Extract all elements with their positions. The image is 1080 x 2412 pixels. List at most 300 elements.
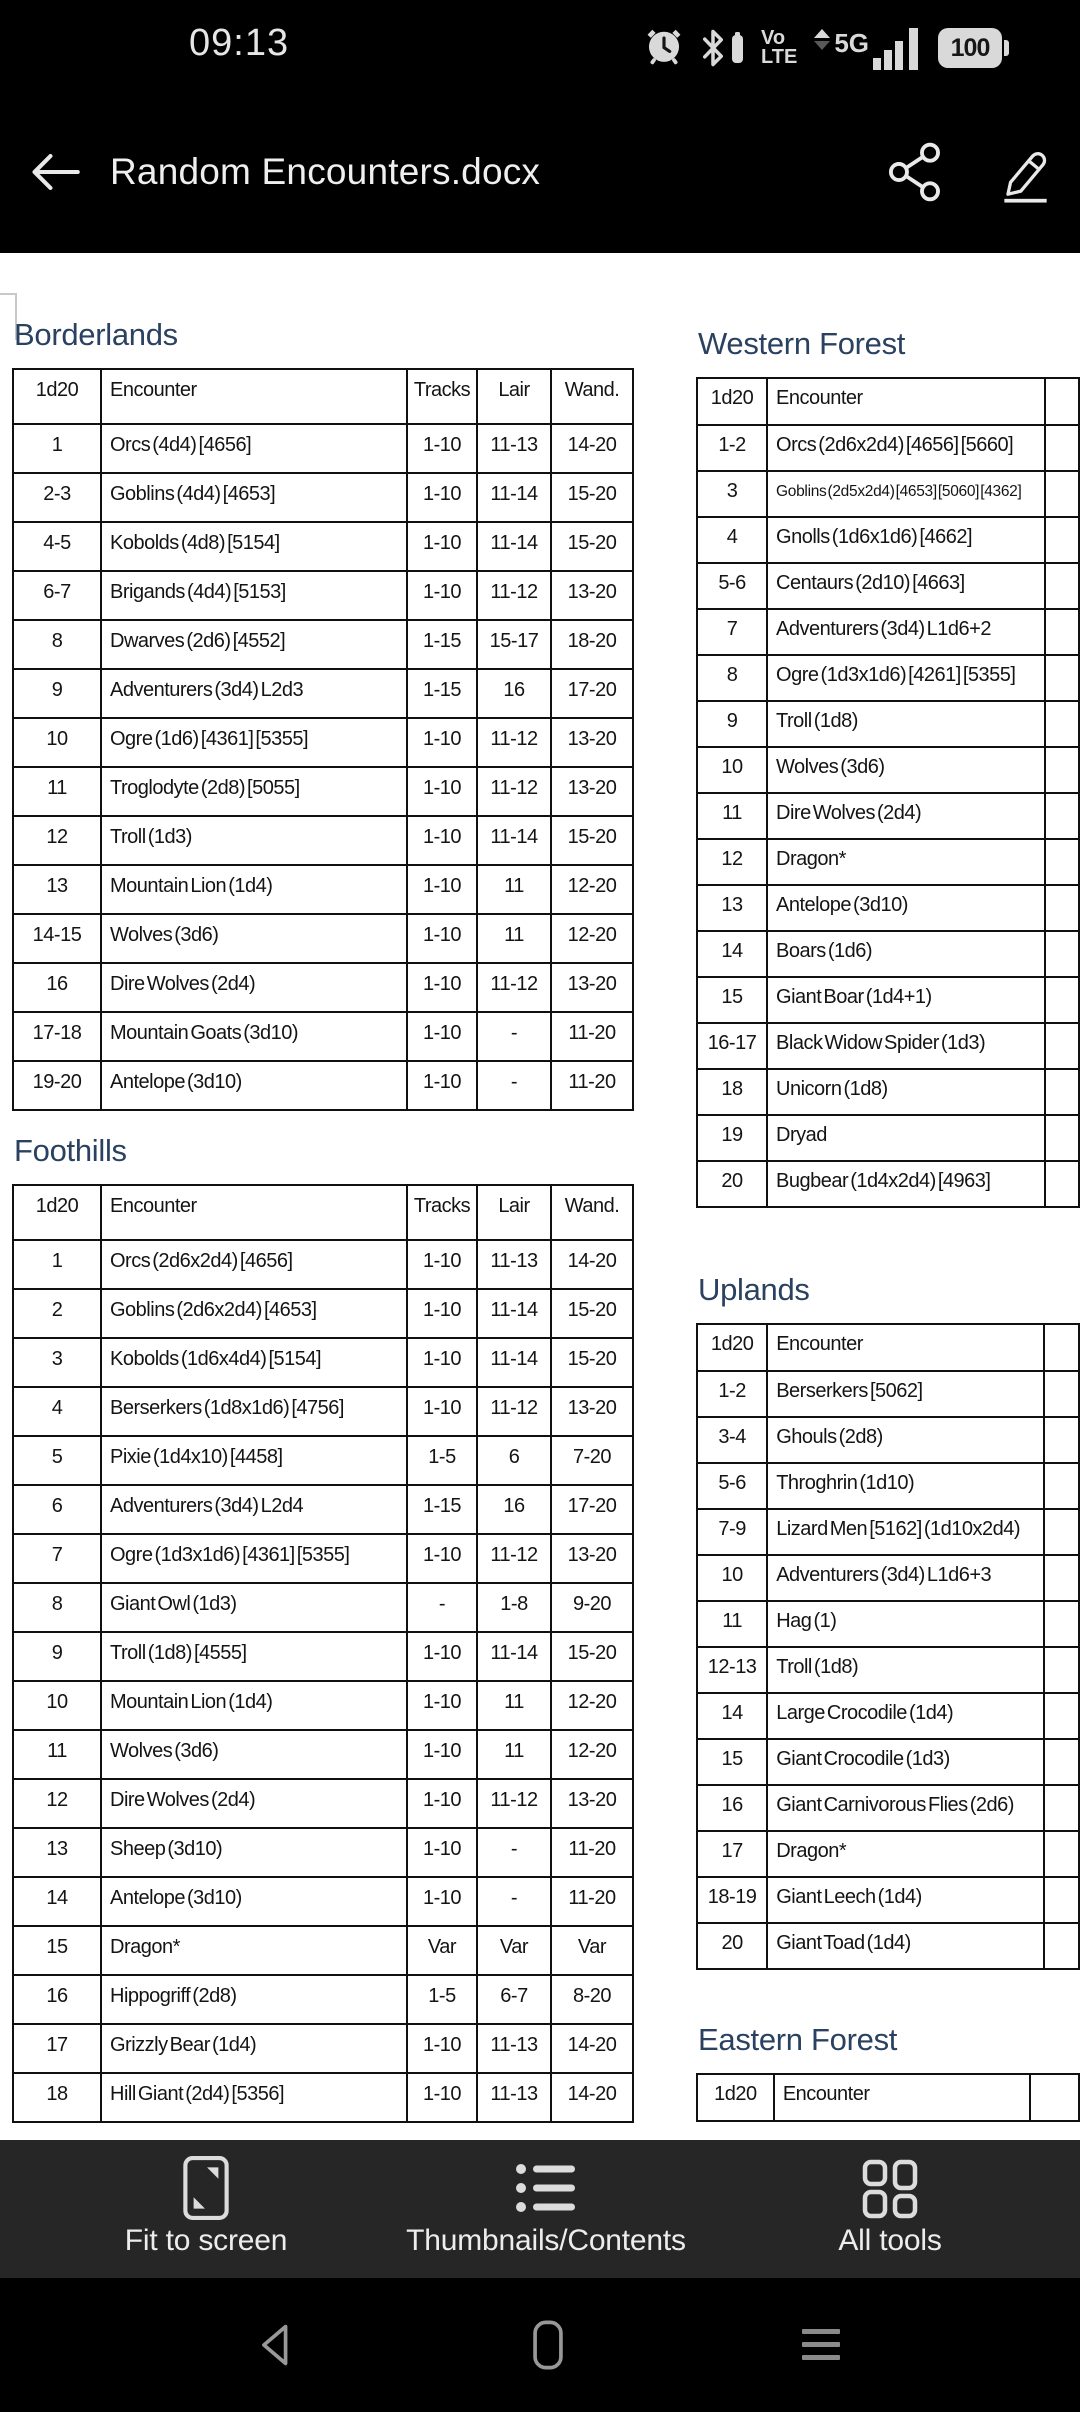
cell [1044, 1555, 1079, 1601]
table-row [13, 424, 633, 473]
cell: 10 [13, 1681, 101, 1730]
cell: 1-10 [407, 1730, 477, 1779]
encounter-table-foothills [12, 1184, 634, 2123]
cell: 1-10 [407, 2073, 477, 2122]
cell: 5 [13, 1436, 101, 1485]
cell: 11-20 [551, 1061, 633, 1110]
back-button[interactable] [0, 122, 110, 222]
edit-button[interactable] [970, 122, 1080, 222]
cell: 13-20 [551, 718, 633, 767]
cell: Giant Carnivorous Flies (2d6) [767, 1785, 1044, 1831]
table-row [697, 1115, 1079, 1161]
cell: Goblins (4d4) [4653] [101, 473, 407, 522]
cell: 1-5 [407, 1975, 477, 2024]
cell: 16 [13, 963, 101, 1012]
cell: 15-20 [551, 473, 633, 522]
table-row [13, 865, 633, 914]
cell: 1-10 [407, 2024, 477, 2073]
cell: 11 [477, 1681, 551, 1730]
cell: 1-15 [407, 669, 477, 718]
cell [1045, 517, 1079, 563]
cell: 17 [13, 2024, 101, 2073]
cell: 15-20 [551, 816, 633, 865]
cell: Adventurers (3d4) L1d6+3 [767, 1555, 1044, 1601]
table-row [697, 931, 1079, 977]
cell: Bugbear (1d4x2d4) [4963] [767, 1161, 1045, 1207]
cell [1045, 931, 1079, 977]
cell: Wolves (3d6) [101, 914, 407, 963]
table-row [13, 1975, 633, 2024]
encounter-table-eastern-forest [696, 2073, 1080, 2122]
cell: Orcs (2d6x2d4) [4656] [5660] [767, 425, 1045, 471]
cell: Var [477, 1926, 551, 1975]
cell [1045, 655, 1079, 701]
cell: Goblins (2d6x2d4) [4653] [101, 1289, 407, 1338]
cell: 1-10 [407, 1681, 477, 1730]
cell: 12-20 [551, 1681, 633, 1730]
cell: 14 [697, 1693, 767, 1739]
cell: 1-10 [407, 1061, 477, 1110]
cell: Troll (1d8) [4555] [101, 1632, 407, 1681]
cell: 11-13 [477, 424, 551, 473]
cell: Throghrin (1d10) [767, 1463, 1044, 1509]
cell: 1-10 [407, 1534, 477, 1583]
table-row [697, 1023, 1079, 1069]
cell: Mountain Lion (1d4) [101, 1681, 407, 1730]
cell: Ghouls (2d8) [767, 1417, 1044, 1463]
cell: Dryad [767, 1115, 1045, 1161]
table-row [697, 1739, 1079, 1785]
all-tools-button[interactable] [740, 2140, 1040, 2278]
cell: 13-20 [551, 963, 633, 1012]
table-header-row [13, 369, 633, 424]
cell: 13-20 [551, 1387, 633, 1436]
cell [1045, 885, 1079, 931]
document-viewport[interactable] [0, 253, 1080, 2140]
cell: Orcs (4d4) [4656] [101, 424, 407, 473]
cell: 11-14 [477, 1338, 551, 1387]
cell: 14-20 [551, 424, 633, 473]
table-row [13, 1061, 633, 1110]
cell: 1-10 [407, 1289, 477, 1338]
table-row [13, 1681, 633, 1730]
section-uplands [696, 1270, 1080, 1970]
column-header: Encounter [767, 378, 1045, 425]
cell: 7 [13, 1534, 101, 1583]
table-row [13, 1779, 633, 1828]
thumbnails-contents-icon [515, 2152, 577, 2224]
cell: - [407, 1583, 477, 1632]
table-row [13, 2073, 633, 2122]
cell: 1-10 [407, 424, 477, 473]
cell: 17-20 [551, 1485, 633, 1534]
column-header: 1d20 [13, 369, 101, 424]
column-header: 1d20 [697, 378, 767, 425]
cell: Giant Crocodile (1d3) [767, 1739, 1044, 1785]
cell: Mountain Goats (3d10) [101, 1012, 407, 1061]
nav-back-icon [252, 2319, 304, 2371]
cell: 10 [13, 718, 101, 767]
document-title: Random Encounters.docx [110, 151, 541, 192]
cell [1045, 977, 1079, 1023]
cell: Giant Leech (1d4) [767, 1877, 1044, 1923]
cell [1044, 1785, 1079, 1831]
table-row [697, 517, 1079, 563]
cell: 11 [477, 1730, 551, 1779]
cell: 11 [697, 793, 767, 839]
cell: 6-7 [477, 1975, 551, 2024]
title-bar [0, 122, 1080, 222]
table-row [13, 1012, 633, 1061]
cell: 15-20 [551, 522, 633, 571]
cell: 15 [13, 1926, 101, 1975]
column-header: Wand. [551, 1185, 633, 1240]
cell: Giant Boar (1d4+1) [767, 977, 1045, 1023]
cell: 1-10 [407, 1632, 477, 1681]
table-row [697, 1161, 1079, 1207]
cell: Dire Wolves (2d4) [767, 793, 1045, 839]
cell: Giant Owl (1d3) [101, 1583, 407, 1632]
fit-to-screen-icon [181, 2152, 231, 2224]
app-bar [0, 0, 1080, 253]
table-row [13, 1632, 633, 1681]
edit-pencil-icon [996, 140, 1054, 204]
cell [1045, 1115, 1079, 1161]
cell: 1-10 [407, 1779, 477, 1828]
cell: 15-20 [551, 1632, 633, 1681]
cell: 18-19 [697, 1877, 767, 1923]
cell: 12-20 [551, 1730, 633, 1779]
column-header: 1d20 [697, 1324, 767, 1371]
table-row [13, 816, 633, 865]
table-row [697, 1877, 1079, 1923]
cell: 15 [697, 977, 767, 1023]
cell [1045, 471, 1079, 517]
cell: 9 [13, 669, 101, 718]
table-row [697, 1069, 1079, 1115]
cell: 17-20 [551, 669, 633, 718]
navigation-bar [0, 2278, 1080, 2412]
table-row [697, 1923, 1079, 1969]
cell: 14 [697, 931, 767, 977]
cell: Ogre (1d6) [4361] [5355] [101, 718, 407, 767]
cell: 1-10 [407, 767, 477, 816]
cell: 1-15 [407, 620, 477, 669]
cell: 14-15 [13, 914, 101, 963]
data-arrows-icon [814, 29, 830, 50]
table-row [13, 1240, 633, 1289]
cell [1045, 609, 1079, 655]
cell: Adventurers (3d4) L2d4 [101, 1485, 407, 1534]
table-row [13, 1289, 633, 1338]
cell: 1-8 [477, 1583, 551, 1632]
section-heading: Eastern Forest [698, 2022, 898, 2057]
table-row [13, 1436, 633, 1485]
cell: 13 [697, 885, 767, 931]
section-eastern-forest [696, 2020, 1080, 2122]
table-row [13, 963, 633, 1012]
share-button[interactable] [860, 122, 970, 222]
cell: Var [407, 1926, 477, 1975]
cell: 1-10 [407, 522, 477, 571]
cell: 11-14 [477, 473, 551, 522]
cell: 13-20 [551, 1779, 633, 1828]
share-icon [887, 142, 943, 202]
nav-home-icon [522, 2317, 574, 2373]
cell: Brigands (4d4) [5153] [101, 571, 407, 620]
cell: 16-17 [697, 1023, 767, 1069]
cell: 20 [697, 1923, 767, 1969]
battery-indicator [938, 28, 1002, 68]
cell: 11-13 [477, 1240, 551, 1289]
cell: Ogre (1d3x1d6) [4361] [5355] [101, 1534, 407, 1583]
cell: 2 [13, 1289, 101, 1338]
cell: 13-20 [551, 571, 633, 620]
cell: Pixie (1d4x10) [4458] [101, 1436, 407, 1485]
cell: 7-20 [551, 1436, 633, 1485]
cell: 13-20 [551, 767, 633, 816]
cell: 1-10 [407, 914, 477, 963]
column-header [1030, 2074, 1079, 2121]
table-row [13, 1338, 633, 1387]
table-row [697, 701, 1079, 747]
table-row [697, 1509, 1079, 1555]
nav-back-button[interactable] [198, 2278, 358, 2412]
column-header [1045, 378, 1079, 425]
table-row [13, 1583, 633, 1632]
cell: 1 [13, 424, 101, 473]
cell: Wolves (3d6) [101, 1730, 407, 1779]
cell: Large Crocodile (1d4) [767, 1693, 1044, 1739]
cell: 1-2 [697, 425, 767, 471]
table-row [13, 571, 633, 620]
battery-percent: 100 [950, 33, 990, 62]
thumbnails-contents-button[interactable] [370, 2140, 722, 2278]
cell: 1-10 [407, 1828, 477, 1877]
cell: Troll (1d3) [101, 816, 407, 865]
encounter-table-borderlands [12, 368, 634, 1111]
cell: 11-12 [477, 571, 551, 620]
cell: 12 [13, 1779, 101, 1828]
section-heading: Uplands [698, 1272, 810, 1307]
nav-recents-button[interactable] [740, 2278, 900, 2412]
cell: Berserkers [5062] [767, 1371, 1044, 1417]
cell: 1-10 [407, 1012, 477, 1061]
cell: 15 [697, 1739, 767, 1785]
cell: 3 [697, 471, 767, 517]
cell: 13 [13, 865, 101, 914]
cell: Troll (1d8) [767, 701, 1045, 747]
cell: 11 [13, 1730, 101, 1779]
cell: 1-10 [407, 816, 477, 865]
cell: 7 [697, 609, 767, 655]
cell: Dragon* [101, 1926, 407, 1975]
toolbar-label: Fit to screen [124, 2224, 288, 2257]
table-row [697, 977, 1079, 1023]
cell: Berserkers (1d8x1d6) [4756] [101, 1387, 407, 1436]
clock-time: 09:13 [189, 22, 290, 64]
cell: 9-20 [551, 1583, 633, 1632]
cell: Gnolls (1d6x1d6) [4662] [767, 517, 1045, 563]
cell: Centaurs (2d10) [4663] [767, 563, 1045, 609]
cell: 12-20 [551, 914, 633, 963]
table-row [697, 747, 1079, 793]
table-header-row [13, 1185, 633, 1240]
cell: 11-20 [551, 1877, 633, 1926]
table-row [13, 473, 633, 522]
cell: 11-12 [477, 1387, 551, 1436]
column-header: Encounter [767, 1324, 1044, 1371]
cell: 1-10 [407, 1240, 477, 1289]
cell: 15-17 [477, 620, 551, 669]
cell: Var [551, 1926, 633, 1975]
toolbar-label: All tools [838, 2224, 942, 2257]
fit-to-screen-button[interactable] [60, 2140, 352, 2278]
table-row [697, 1371, 1079, 1417]
cell: 6 [13, 1485, 101, 1534]
table-row [13, 1387, 633, 1436]
cell: 6-7 [13, 571, 101, 620]
column-header: Tracks [407, 1185, 477, 1240]
status-bar [0, 18, 1080, 78]
cell: - [477, 1877, 551, 1926]
table-row [13, 669, 633, 718]
cell: Hag (1) [767, 1601, 1044, 1647]
cell [1045, 425, 1079, 471]
table-row [13, 522, 633, 571]
column-header: Tracks [407, 369, 477, 424]
cell: Goblins (2d5x2d4) [4653] [5060] [4362] [767, 471, 1045, 517]
cell: 9 [697, 701, 767, 747]
cell: - [477, 1012, 551, 1061]
table-row [13, 2024, 633, 2073]
table-header-row [697, 378, 1079, 425]
encounter-table-uplands [696, 1323, 1080, 1970]
cell: 9 [13, 1632, 101, 1681]
column-header: Encounter [101, 1185, 407, 1240]
cell: 11-20 [551, 1012, 633, 1061]
bluetooth-icon [700, 28, 744, 68]
table-row [697, 839, 1079, 885]
table-header-row [697, 1324, 1079, 1371]
cell: 11-13 [477, 2073, 551, 2122]
cell: 14 [13, 1877, 101, 1926]
table-row [13, 1926, 633, 1975]
cell [1044, 1923, 1079, 1969]
cell [1044, 1647, 1079, 1693]
cell: Kobolds (4d8) [5154] [101, 522, 407, 571]
cell: 8 [13, 1583, 101, 1632]
cell: Antelope (3d10) [767, 885, 1045, 931]
cell: 11-14 [477, 816, 551, 865]
column-header: 1d20 [697, 2074, 774, 2121]
column-header: Encounter [774, 2074, 1030, 2121]
cell: 11-12 [477, 718, 551, 767]
cell [1045, 839, 1079, 885]
toolbar-label: Thumbnails/Contents [406, 2224, 686, 2257]
cell: 15-20 [551, 1289, 633, 1338]
cell: 11 [13, 767, 101, 816]
cell [1044, 1371, 1079, 1417]
section-heading: Borderlands [14, 317, 178, 352]
cell [1045, 701, 1079, 747]
cell: 17 [697, 1831, 767, 1877]
nav-recents-icon [794, 2321, 846, 2369]
table-row [13, 1534, 633, 1583]
table-row [13, 1485, 633, 1534]
cell: 1 [13, 1240, 101, 1289]
encounter-table-western-forest [696, 377, 1080, 1208]
cell: 11-12 [477, 767, 551, 816]
cell: Hippogriff (2d8) [101, 1975, 407, 2024]
cell: 8 [697, 655, 767, 701]
cell: Black Widow Spider (1d3) [767, 1023, 1045, 1069]
cell [1045, 1023, 1079, 1069]
cell: 18 [697, 1069, 767, 1115]
cell: 17-18 [13, 1012, 101, 1061]
cell [1044, 1417, 1079, 1463]
cell: 1-10 [407, 718, 477, 767]
bottom-toolbar [0, 2140, 1080, 2278]
alarm-icon [645, 26, 683, 71]
all-tools-icon [861, 2152, 919, 2224]
table-row [697, 1417, 1079, 1463]
cell: 12-13 [697, 1647, 767, 1693]
cell [1044, 1463, 1079, 1509]
cell: 18 [13, 2073, 101, 2122]
cell: Dragon* [767, 839, 1045, 885]
cell: 11-12 [477, 1534, 551, 1583]
cell: 1-10 [407, 1387, 477, 1436]
nav-home-button[interactable] [468, 2278, 628, 2412]
section-heading: Western Forest [698, 326, 906, 361]
cell: Mountain Lion (1d4) [101, 865, 407, 914]
cell: 14-20 [551, 1240, 633, 1289]
cell: Adventurers (3d4) L1d6+2 [767, 609, 1045, 655]
section-foothills [12, 1131, 634, 2123]
cell: 4 [697, 517, 767, 563]
table-row [13, 1828, 633, 1877]
cell: Unicorn (1d8) [767, 1069, 1045, 1115]
cell: 1-10 [407, 1877, 477, 1926]
table-row [13, 620, 633, 669]
table-row [697, 1785, 1079, 1831]
cell: Boars (1d6) [767, 931, 1045, 977]
cell [1044, 1693, 1079, 1739]
cell: Orcs (2d6x2d4) [4656] [101, 1240, 407, 1289]
cell: 1-10 [407, 571, 477, 620]
cell: 7-9 [697, 1509, 767, 1555]
cell: 1-5 [407, 1436, 477, 1485]
table-header-row [697, 2074, 1079, 2121]
table-row [697, 1647, 1079, 1693]
cell [1045, 747, 1079, 793]
signal-bars-icon [873, 26, 921, 70]
cell: Kobolds (1d6x4d4) [5154] [101, 1338, 407, 1387]
cell: 10 [697, 747, 767, 793]
table-row [697, 1693, 1079, 1739]
column-header: Encounter [101, 369, 407, 424]
cell: 13 [13, 1828, 101, 1877]
cell: Troglodyte (2d8) [5055] [101, 767, 407, 816]
cell: Antelope (3d10) [101, 1061, 407, 1110]
cell: 8-20 [551, 1975, 633, 2024]
cell [1044, 1509, 1079, 1555]
cell: - [477, 1828, 551, 1877]
cell: 16 [13, 1975, 101, 2024]
cell [1045, 1161, 1079, 1207]
cell: 4 [13, 1387, 101, 1436]
